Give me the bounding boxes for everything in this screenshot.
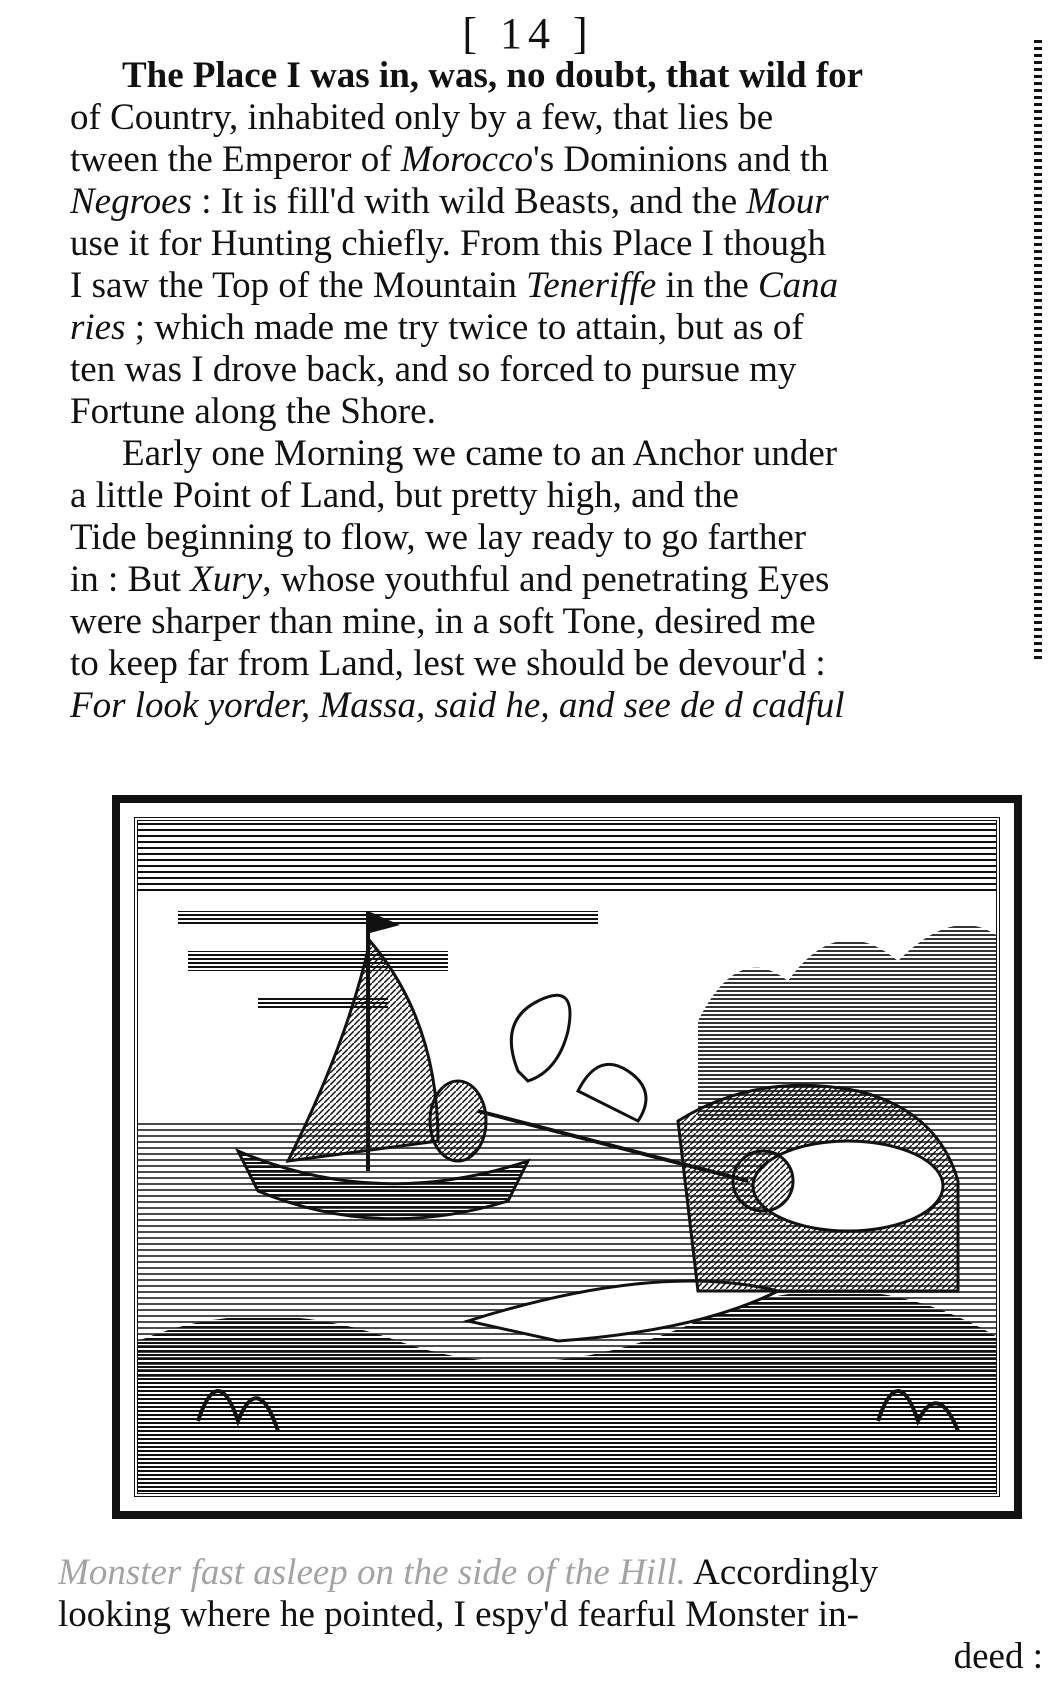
text-line xyxy=(70,181,1035,223)
text-line xyxy=(70,55,1035,97)
page-edge-shadow xyxy=(1034,40,1042,660)
text-line xyxy=(70,433,1035,475)
text-segment: I saw the Top of the Mountain xyxy=(70,265,527,306)
text-segment: ten was I drove back, and so forced to pursue my xyxy=(70,349,797,390)
woodcut-boat-lion-icon xyxy=(138,821,1000,1497)
text-segment: 's Dominions and th xyxy=(533,139,829,180)
text-line xyxy=(70,643,1035,685)
text-segment-italic: Morocco xyxy=(400,139,534,180)
text-segment: Early one Morning we came to an Anchor under xyxy=(122,433,838,474)
caption-line: looking where he pointed, I espy'd fearful Monster in- xyxy=(58,1594,859,1635)
text-segment-italic: Xury xyxy=(190,559,263,600)
text-segment: : It is fill'd with wild Beasts, and the xyxy=(191,181,747,222)
caption-block xyxy=(58,1552,1043,1678)
text-segment-italic: Teneriffe xyxy=(526,265,657,306)
caption-line xyxy=(58,1552,1043,1594)
text-segment-italic: ries xyxy=(70,307,126,348)
text-segment-italic: Mour xyxy=(746,181,829,222)
page-number: [ 14 ] xyxy=(462,9,594,58)
text-line xyxy=(70,307,1035,349)
text-segment: The Place I was in, was, no doubt, that wild for xyxy=(122,55,864,96)
text-line xyxy=(70,349,1035,391)
woodcut-frame xyxy=(134,817,1000,1497)
text-segment: ; which made me try twice to attain, but as of xyxy=(125,307,804,348)
text-line xyxy=(70,97,1035,139)
text-segment: use it for Hunting chiefly. From this Place I though xyxy=(70,223,826,264)
woodcut-illustration xyxy=(112,795,1022,1519)
text-line xyxy=(70,391,1035,433)
text-line xyxy=(70,601,1035,643)
text-segment: Fortune along the Shore. xyxy=(70,391,436,432)
text-segment: of Country, inhabited only by a few, that lies be xyxy=(70,97,774,138)
text-line xyxy=(70,265,1035,307)
caption-roman: Accordingly xyxy=(693,1552,879,1593)
text-segment-italic: For look yorder, Massa, said he, and see de d cadful xyxy=(70,685,845,726)
text-segment-italic: Negroes xyxy=(70,181,192,222)
text-line xyxy=(70,223,1035,265)
text-segment: in : But xyxy=(70,559,191,600)
text-segment: to keep far from Land, lest we should be devour'd : xyxy=(70,643,826,684)
text-line xyxy=(70,685,1035,727)
text-segment: in the xyxy=(656,265,758,306)
text-line xyxy=(70,139,1035,181)
text-segment: Tide beginning to flow, we lay ready to go farther xyxy=(70,517,807,558)
text-line xyxy=(70,517,1035,559)
text-segment: tween the Emperor of xyxy=(70,139,401,180)
caption-line: deed : xyxy=(953,1636,1043,1677)
text-segment: a little Point of Land, but pretty high, and the xyxy=(70,475,739,516)
text-segment: were sharper than mine, in a soft Tone, desired me xyxy=(70,601,816,642)
text-segment-italic: Cana xyxy=(758,265,839,306)
caption-italic: Monster fast asleep on the side of the Hill. xyxy=(58,1552,686,1593)
text-line xyxy=(70,559,1035,601)
text-segment: , whose youthful and penetrating Eyes xyxy=(262,559,830,600)
text-line xyxy=(70,475,1035,517)
body-text xyxy=(70,55,1035,727)
